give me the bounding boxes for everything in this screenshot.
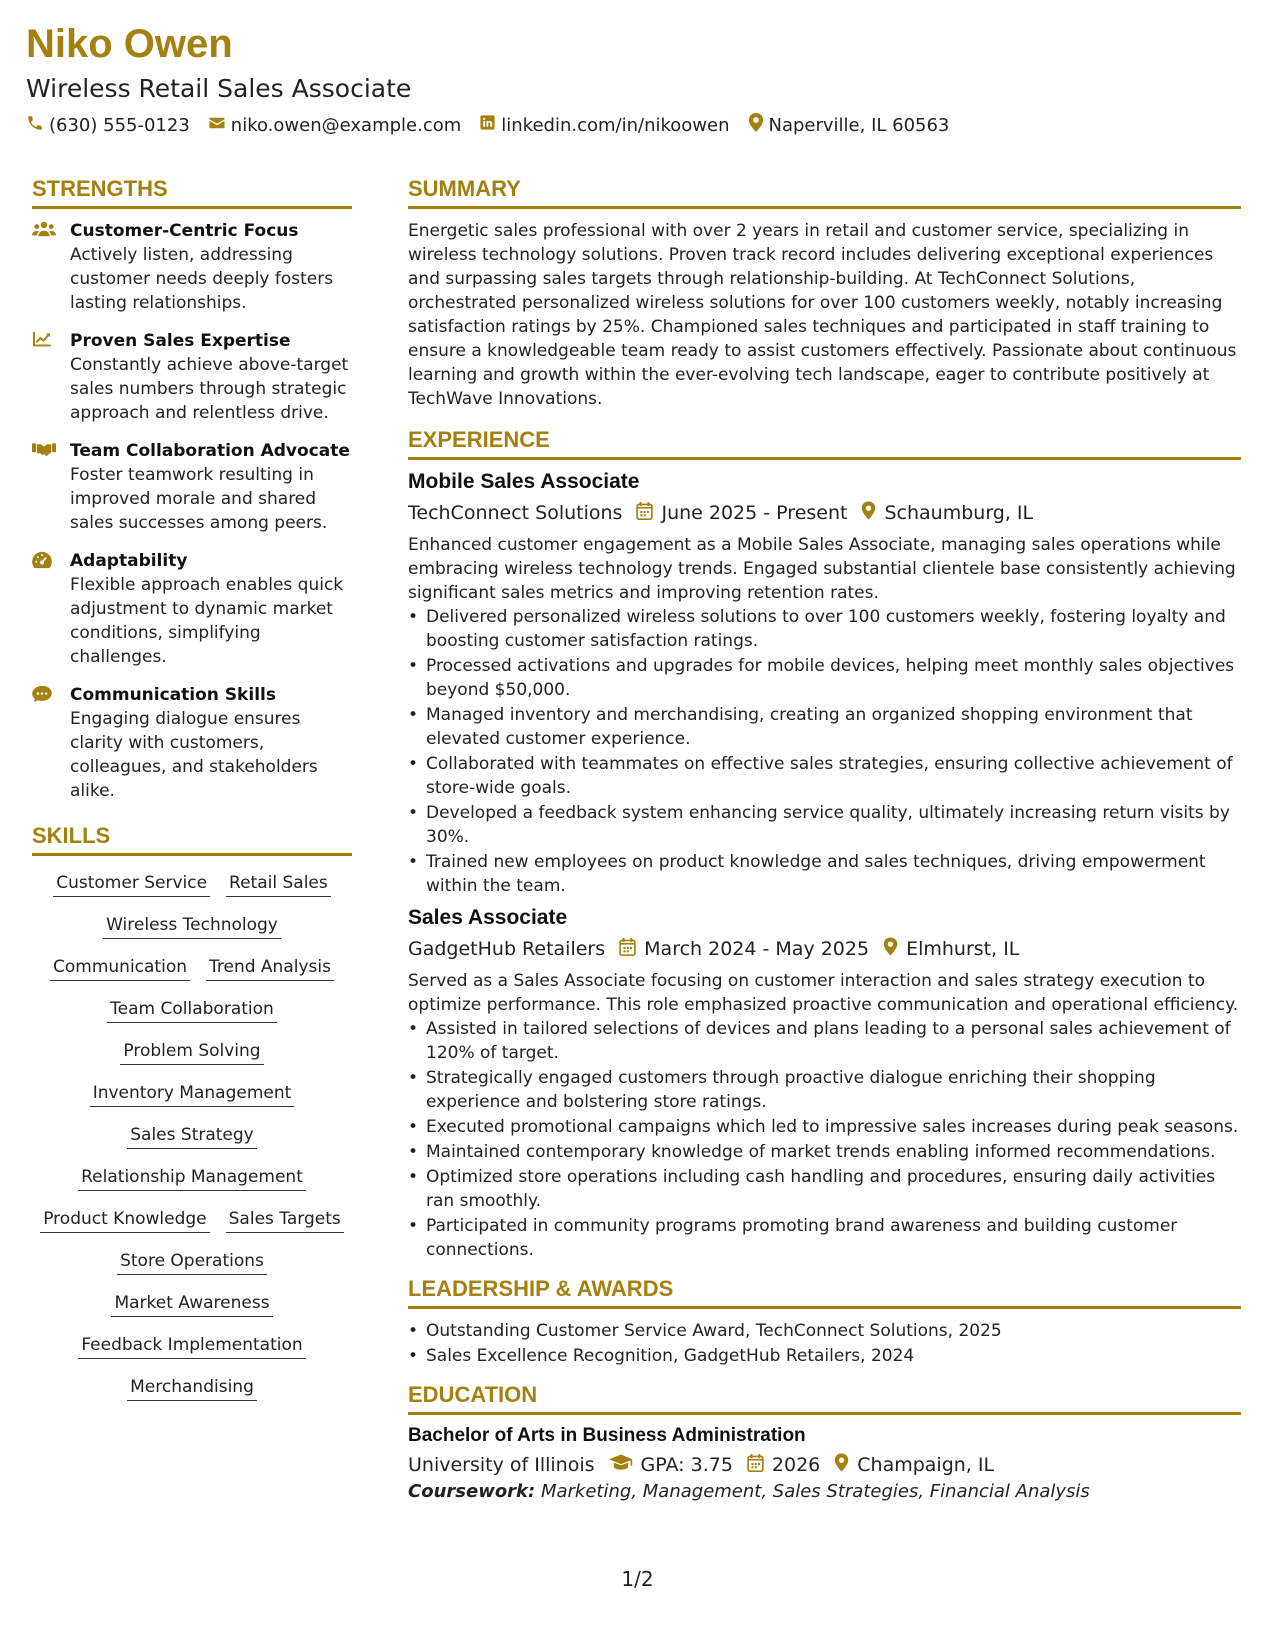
education-meta <box>408 1453 1241 1477</box>
award-item: • Outstanding Customer Service Award, TechConnect Solutions, 2025 <box>408 1319 1241 1343</box>
job-meta <box>408 937 1241 961</box>
contact-location <box>748 113 950 137</box>
job-bullet: • Delivered personalized wireless solutions to over 100 customers weekly, fostering loyalty and boosting customer satisfaction ratings. <box>408 605 1241 653</box>
skill-tag: Sales Strategy <box>127 1124 257 1149</box>
linkedin-text: linkedin.com/in/nikoowen <box>501 114 730 136</box>
handshake-icon <box>32 442 56 461</box>
strength-desc: Actively listen, addressing customer needs deeply fosters lasting relationships. <box>70 245 334 313</box>
candidate-title: Wireless Retail Sales Associate <box>26 74 412 103</box>
grad-year-text: 2026 <box>771 1454 821 1476</box>
graduation-cap-icon <box>609 1454 641 1476</box>
job-dates <box>619 938 869 961</box>
job-bullet: • Optimized store operations including cash handling and procedures, ensuring daily activities ran smoothly. <box>408 1165 1241 1213</box>
experience-heading: EXPERIENCE <box>408 427 1241 460</box>
school-location <box>834 1453 994 1477</box>
envelope-icon <box>208 114 231 137</box>
skill-tag: Problem Solving <box>120 1040 263 1065</box>
job-bullet: • Participated in community programs promoting brand awareness and building customer connections. <box>408 1214 1241 1262</box>
strength-title: Team Collaboration Advocate <box>70 441 350 461</box>
strength-desc: Flexible approach enables quick adjustment to dynamic market conditions, simplifying challenges. <box>70 575 344 667</box>
job-location <box>861 501 1033 525</box>
job-bullets <box>408 1017 1241 1262</box>
map-pin-icon <box>834 1453 857 1477</box>
coursework-label: Coursework: <box>408 1481 536 1502</box>
skill-tag: Relationship Management <box>78 1166 306 1191</box>
strength-title: Proven Sales Expertise <box>70 331 291 351</box>
skill-tag: Retail Sales <box>226 872 331 897</box>
strength-item <box>32 683 352 803</box>
strength-item <box>32 329 352 425</box>
job-title: Mobile Sales Associate <box>408 470 640 493</box>
users-icon <box>32 222 56 241</box>
job-meta <box>408 501 1241 525</box>
job-dates-text: June 2025 - Present <box>661 502 848 524</box>
job-bullets <box>408 605 1241 898</box>
strength-item <box>32 549 352 669</box>
skill-tag: Store Operations <box>117 1250 267 1275</box>
job-dates <box>636 502 847 525</box>
job-bullet: • Managed inventory and merchandising, creating an organized shopping environment that elevated customer experience. <box>408 703 1241 751</box>
strength-desc: Constantly achieve above-target sales numbers through strategic approach and relentless drive. <box>70 355 349 423</box>
strength-desc: Engaging dialogue ensures clarity with customers, colleagues, and stakeholders alike. <box>70 709 318 801</box>
job-bullet: • Processed activations and upgrades for mobile devices, helping meet monthly sales objectives beyond $50,000. <box>408 654 1241 702</box>
contact-email[interactable] <box>208 114 461 137</box>
job-location-text: Schaumburg, IL <box>884 502 1034 524</box>
job-bullet: • Trained new employees on product knowledge and sales techniques, driving empowerment within the team. <box>408 850 1241 898</box>
job-bullet: • Strategically engaged customers through proactive dialogue enriching their shopping experience and bolstering store ratings. <box>408 1066 1241 1114</box>
strength-item <box>32 219 352 315</box>
job-entry <box>408 906 1241 1262</box>
strength-desc: Foster teamwork resulting in improved morale and shared sales successes among peers. <box>70 465 328 533</box>
skill-tag: Market Awareness <box>111 1292 272 1317</box>
job-bullet: • Executed promotional campaigns which led to impressive sales increases during peak seasons. <box>408 1115 1241 1139</box>
skills-heading: SKILLS <box>32 823 352 856</box>
job-bullet: • Maintained contemporary knowledge of market trends enabling informed recommendations. <box>408 1140 1241 1164</box>
gauge-icon <box>32 554 52 573</box>
grad-year <box>747 1454 820 1477</box>
job-summary: Served as a Sales Associate focusing on customer interaction and sales strategy execution to optimize performance. This role emphasized proactive communication and operational efficiency. <box>408 971 1239 1015</box>
job-location-text: Elmhurst, IL <box>906 938 1020 960</box>
education-heading: EDUCATION <box>408 1382 1241 1415</box>
contact-phone[interactable] <box>26 114 190 137</box>
skill-tag: Sales Targets <box>226 1208 344 1233</box>
job-summary: Enhanced customer engagement as a Mobile Sales Associate, managing sales operations while embracing wireless technology trends. Engaged substantial clientele base consistently achieving significant sales metrics and improving retention rates. <box>408 535 1236 603</box>
skills-list <box>32 866 352 1412</box>
degree-title: Bachelor of Arts in Business Administration <box>408 1425 806 1446</box>
job-location <box>883 937 1019 961</box>
job-company: TechConnect Solutions <box>408 502 623 524</box>
skill-tag: Merchandising <box>127 1376 257 1401</box>
right-column <box>408 176 1241 1502</box>
awards-list <box>408 1319 1241 1368</box>
email-text: niko.owen@example.com <box>230 114 462 136</box>
chart-line-icon <box>32 332 52 351</box>
calendar-icon <box>636 502 661 525</box>
school-location-text: Champaign, IL <box>857 1454 995 1476</box>
comment-icon <box>32 688 52 707</box>
calendar-icon <box>619 938 644 961</box>
gpa <box>609 1454 733 1476</box>
skill-tag: Customer Service <box>53 872 210 897</box>
job-bullet: • Assisted in tailored selections of devices and plans leading to a personal sales achievement of 120% of target. <box>408 1017 1241 1065</box>
map-pin-icon <box>883 937 906 961</box>
skill-tag: Feedback Implementation <box>78 1334 305 1359</box>
skill-tag: Product Knowledge <box>40 1208 209 1233</box>
candidate-name: Niko Owen <box>26 22 233 66</box>
strength-title: Adaptability <box>70 551 188 571</box>
job-company: GadgetHub Retailers <box>408 938 606 960</box>
linkedin-icon <box>479 114 501 136</box>
job-bullet: • Developed a feedback system enhancing service quality, ultimately increasing return visits by 30%. <box>408 801 1241 849</box>
job-dates-text: March 2024 - May 2025 <box>644 938 870 960</box>
page-number: 1/2 <box>621 1567 654 1591</box>
skill-tag: Trend Analysis <box>206 956 334 981</box>
summary-text: Energetic sales professional with over 2 years in retail and customer service, specializing in wireless technology solutions. Proven track record includes delivering exceptional experiences and surpassing sales targets through relationship-building. At TechConnect Solutions, orchestrated personalized wireless solutions for over 100 customers weekly, notably increasing satisfaction ratings by 25%. Championed sales techniques and participated in staff training to ensure a knowledgeable team ready to assist customers effectively. Passionate about continuous learning and growth within the ever-evolving tech landscape, eager to contribute positively at TechWave Innovations. <box>408 221 1237 409</box>
awards-heading: LEADERSHIP & AWARDS <box>408 1276 1241 1309</box>
strength-item <box>32 439 352 535</box>
skill-tag: Communication <box>50 956 190 981</box>
location-text: Naperville, IL 60563 <box>768 114 950 136</box>
award-item: • Sales Excellence Recognition, GadgetHub Retailers, 2024 <box>408 1344 1241 1368</box>
school-name: University of Illinois <box>408 1454 595 1476</box>
job-bullet: • Collaborated with teammates on effective sales strategies, ensuring collective achievement of store-wide goals. <box>408 752 1241 800</box>
contact-linkedin[interactable] <box>479 114 729 136</box>
coursework-text: Marketing, Management, Sales Strategies, Financial Analysis <box>540 1481 1090 1502</box>
summary-heading: SUMMARY <box>408 176 1241 209</box>
contact-bar <box>26 113 967 137</box>
calendar-icon <box>747 1454 772 1477</box>
map-pin-icon <box>748 113 769 137</box>
strength-title: Communication Skills <box>70 685 276 705</box>
job-entry <box>408 470 1241 898</box>
map-pin-icon <box>861 501 884 525</box>
gpa-text: GPA: 3.75 <box>640 1454 733 1476</box>
phone-icon <box>26 114 49 137</box>
left-column <box>32 176 352 1412</box>
skill-tag: Team Collaboration <box>107 998 277 1023</box>
strength-title: Customer-Centric Focus <box>70 221 299 241</box>
phone-text: (630) 555-0123 <box>49 114 190 136</box>
strengths-heading: STRENGTHS <box>32 176 352 209</box>
job-title: Sales Associate <box>408 906 568 929</box>
coursework <box>408 1481 1241 1502</box>
skill-tag: Wireless Technology <box>103 914 281 939</box>
skill-tag: Inventory Management <box>90 1082 295 1107</box>
